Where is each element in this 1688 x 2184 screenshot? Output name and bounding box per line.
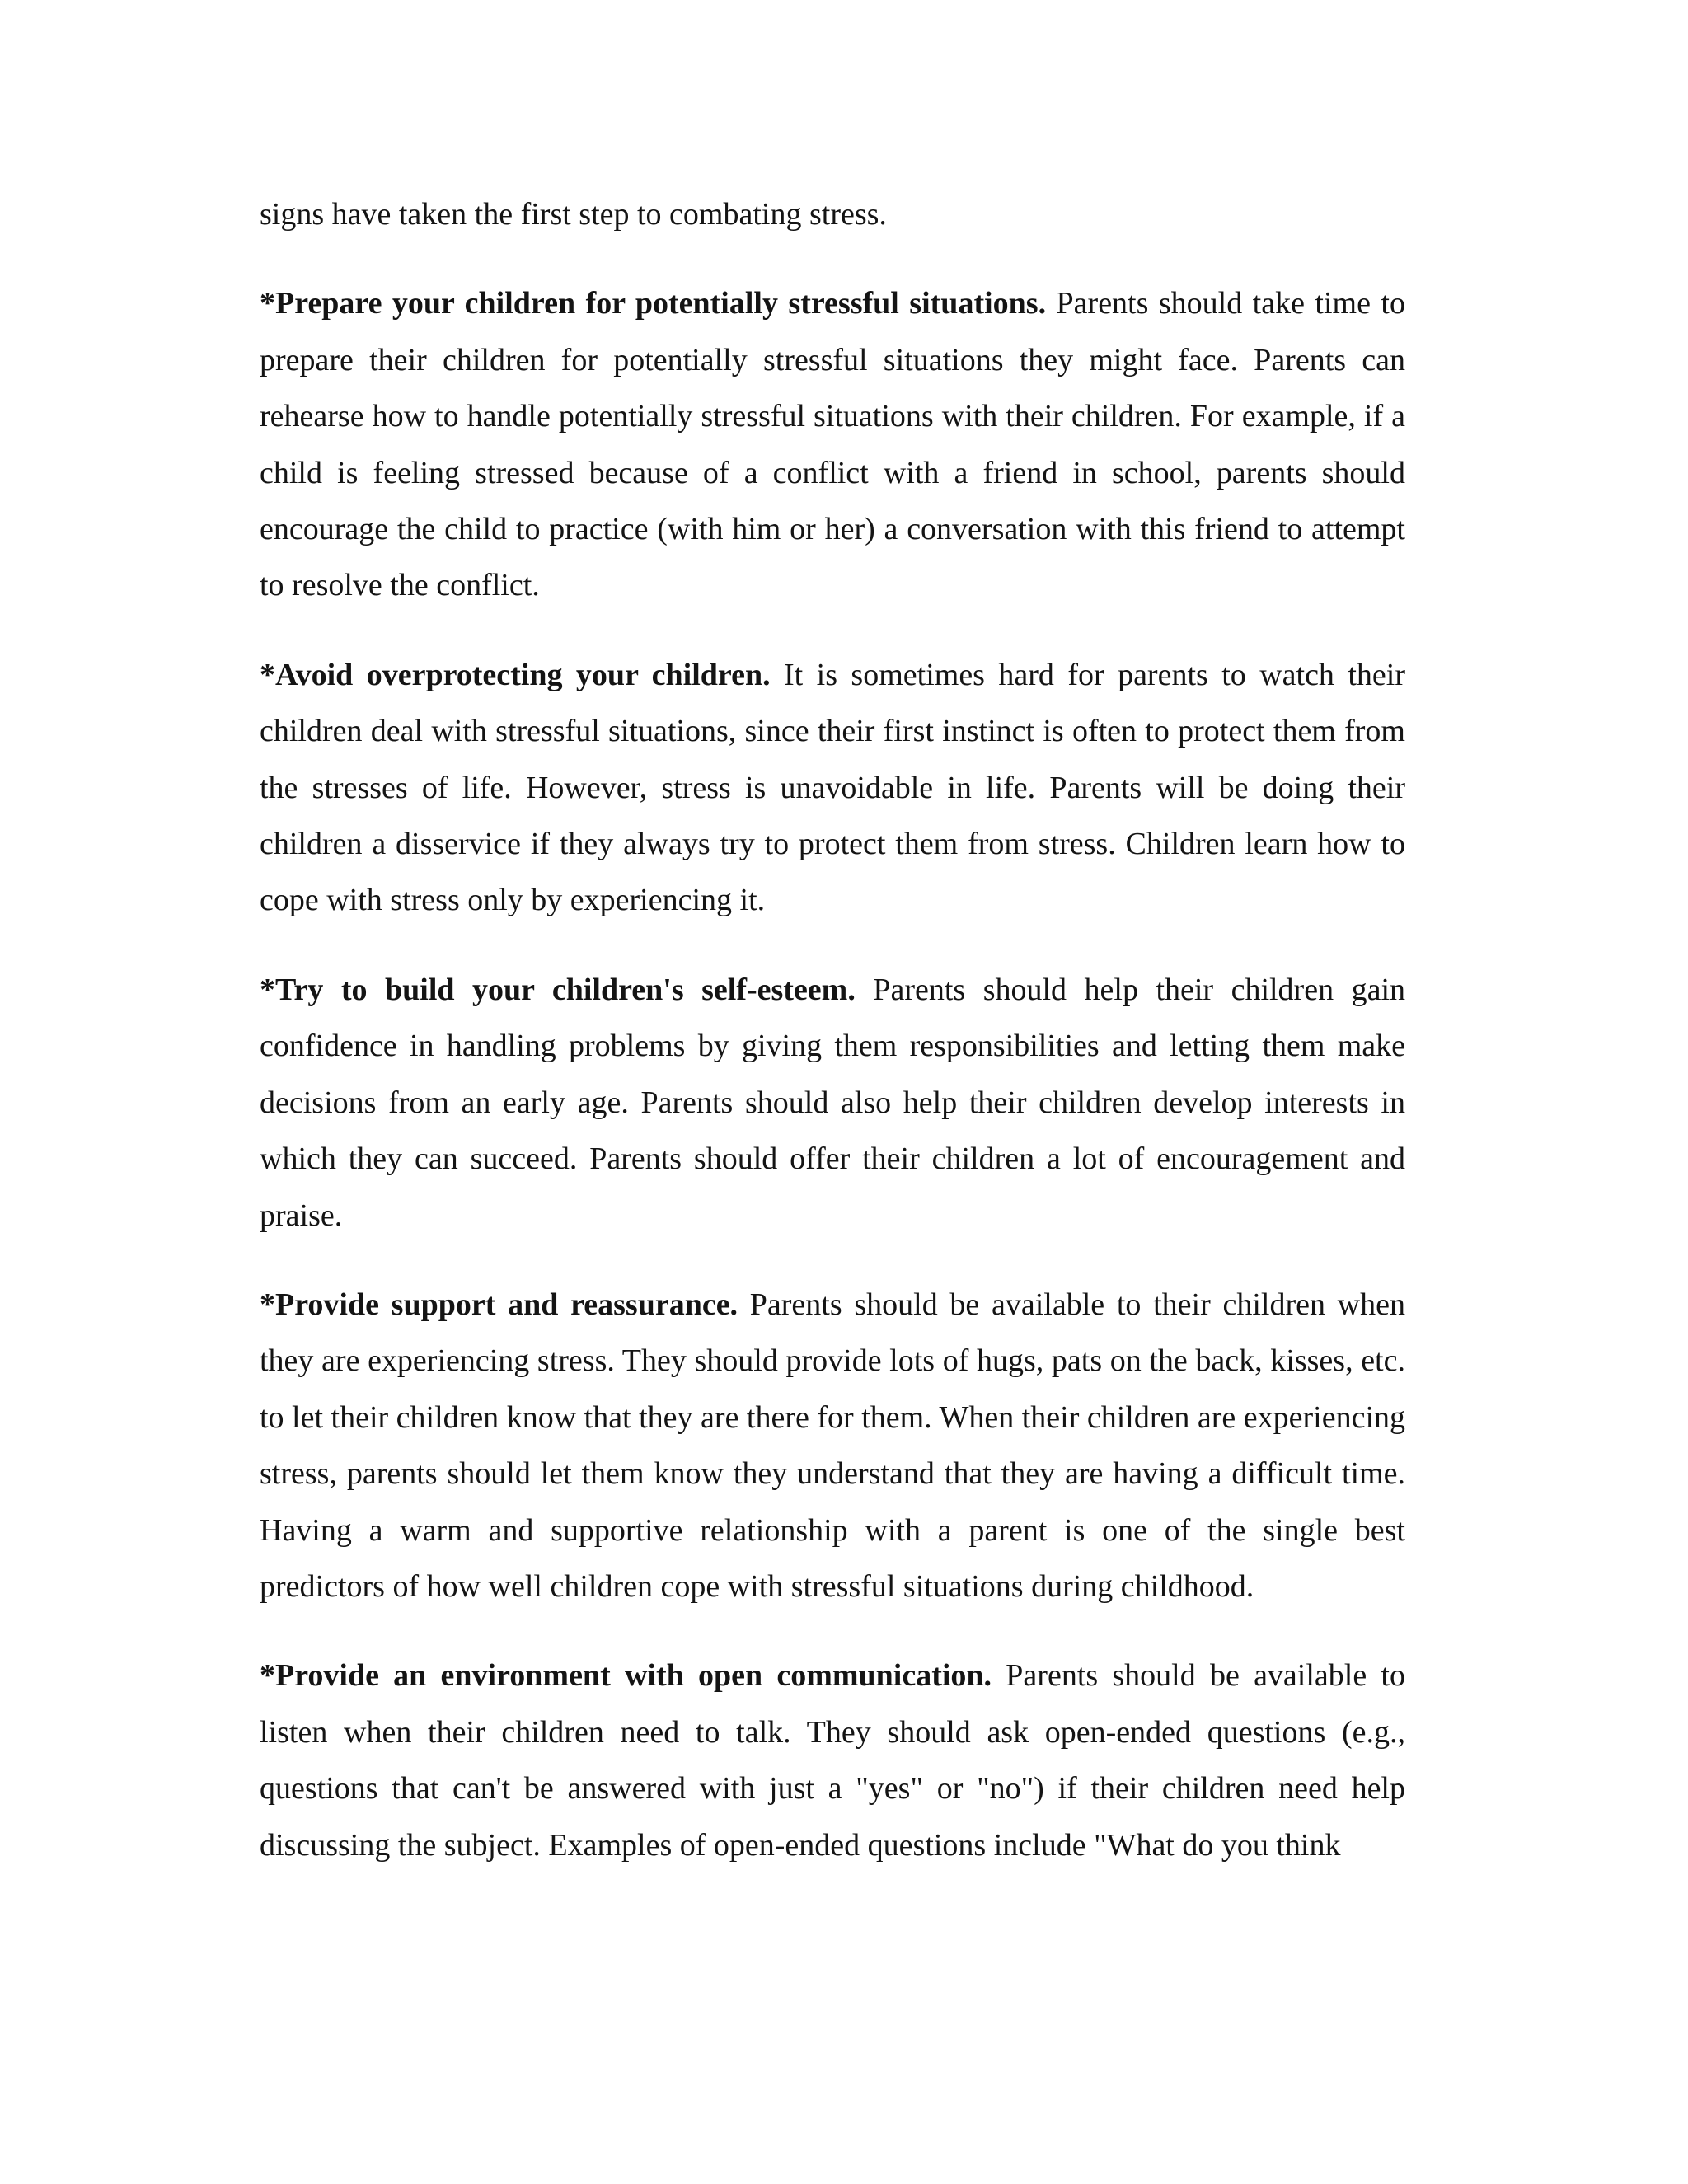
tip-text: Parents should be available to their children when they are experiencing stress. They should provide lots of hugs, pats on the back, kisses, etc. to let their children know that they are there for them. When their children are experiencing stress, parents should let them know they understand that they are having a difficult time. Having a warm and supportive relationship with a parent is one of the single best predictors of how well children cope with stressful situations during childhood. xyxy=(260,1286,1405,1604)
tip-text: Parents should take time to prepare their children for potentially stressful situations they might face. Parents can rehearse how to handle potentially stressful situations with their children. For example, if a child is feeling stressed because of a conflict with a friend in school, parents should encourage the child to practice (with him or her) a conversation with this friend to attempt to resolve the conflict. xyxy=(260,286,1405,603)
tip-heading: *Provide an environment with open communication. xyxy=(260,1658,992,1694)
tip-paragraph-overprotecting xyxy=(260,647,1405,929)
tip-paragraph-prepare xyxy=(260,275,1405,613)
tip-paragraph-communication xyxy=(260,1647,1405,1873)
tip-heading: *Try to build your children's self-esteem. xyxy=(260,972,856,1007)
tip-text: It is sometimes hard for parents to watch their children deal with stressful situations, since their first instinct is often to protect them from the stresses of life. However, stress is unavoidable in life. Parents will be doing their children a disservice if they always try to protect them from stress. Children learn how to cope with stress only by experiencing it. xyxy=(260,657,1405,918)
tip-heading: *Provide support and reassurance. xyxy=(260,1286,738,1322)
tip-text: Parents should help their children gain confidence in handling problems by giving them responsibilities and letting them make decisions from an early age. Parents should also help their children develop interests in which they can succeed. Parents should offer their children a lot of encouragement and praise. xyxy=(260,972,1405,1233)
continuation-paragraph xyxy=(260,186,1405,242)
tip-text: Parents should be available to listen when their children need to talk. They should ask open-ended questions (e.g., questions that can't be answered with just a "yes" or "no") if their children need help discussing the subject. Examples of open-ended questions include "What do you think xyxy=(260,1658,1405,1863)
tip-paragraph-support xyxy=(260,1277,1405,1615)
tip-heading: *Avoid overprotecting your children. xyxy=(260,657,771,692)
document-body xyxy=(260,186,1405,1906)
tip-paragraph-self-esteem xyxy=(260,962,1405,1244)
tip-heading: *Prepare your children for potentially stressful situations. xyxy=(260,286,1047,321)
continuation-text: signs have taken the first step to combating stress. xyxy=(260,197,887,232)
